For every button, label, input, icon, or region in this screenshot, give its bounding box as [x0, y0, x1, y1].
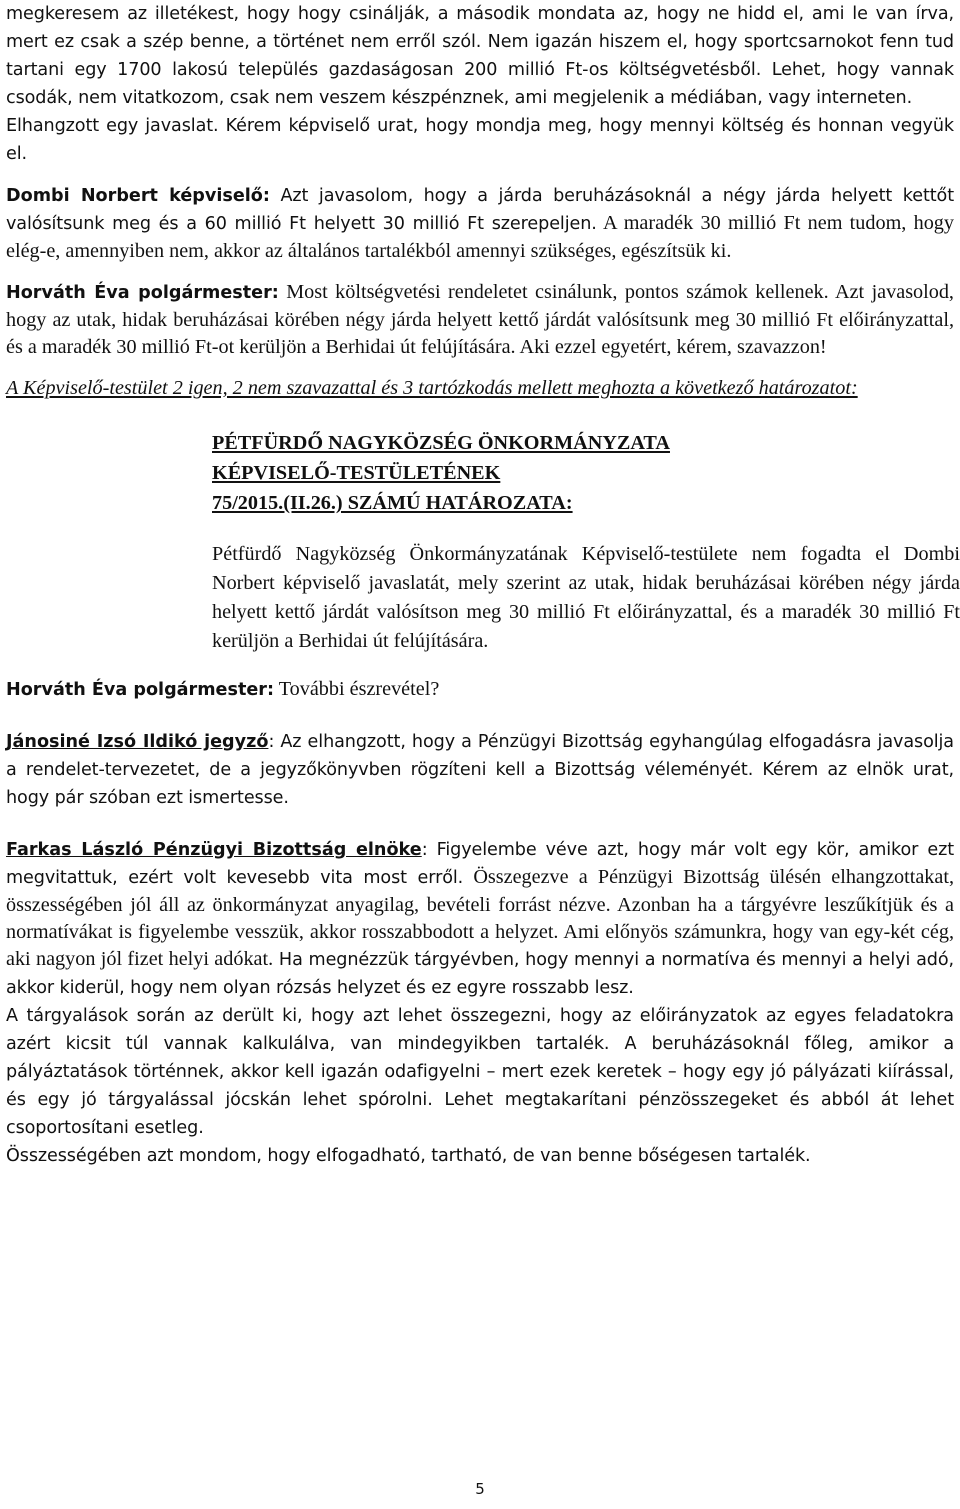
farkas-text-1: : Figyelembe véve azt, hogy már volt egy kör, amikor ezt megvitattuk, ezért volt kevesebb vita most erről. [6, 840, 955, 888]
intro-text-3: Lehet, hogy vannak csodák, nem vitatkozom, csak nem veszem készpénznek, ami megjelenik a médiában, vagy interneten. [6, 60, 954, 108]
horvath-text-2: További észrevétel? [274, 678, 440, 700]
paragraph-dombi [6, 182, 954, 265]
paragraph-horvath-2 [6, 676, 954, 704]
paragraph-horvath-1 [6, 279, 954, 361]
paragraph-negotiations [6, 1002, 954, 1142]
resolution-title-1: PÉTFÜRDŐ NAGYKÖZSÉG ÖNKORMÁNYZATA [212, 432, 670, 454]
farkas-text-3: Ha megnézzük tárgyévben, hogy mennyi a normatíva és mennyi a helyi adó, akkor kiderül, hogy nem olyan rózsás helyzet és ez egyre rosszabb lesz. [6, 950, 954, 998]
speaker-horvath-2: Horváth Éva polgármester: [6, 680, 275, 700]
proposal-text-2: Kérem képviselő urat, hogy mondja meg, hogy mennyi költség és honnan vegyük el. [6, 116, 954, 164]
speaker-horvath-1: Horváth Éva polgármester: [6, 283, 279, 303]
paragraph-farkas [6, 836, 954, 1002]
negotiations-text: A tárgyalások során az derült ki, hogy azt lehet összegezni, hogy az előirányzatok az egyes feladatokra azért kicsit túl vannak kalkulálva, van mindegyikben tartalék. A beruházásoknál főleg, amikor a pályáztatások történnek, akkor kell igazán odafigyelni – mert ezek keretek – hogy egy jó pályázati kiírással, és egy jó tárgyalással jócskán lehet spórolni. Lehet megtakarítani pénzösszegeket és abból át lehet csoportosítani esetleg. [6, 1006, 954, 1138]
page-number: 5 [475, 1480, 485, 1498]
paragraph-proposal-request [6, 112, 954, 168]
resolution-title-2: KÉPVISELŐ-TESTÜLETÉNEK [212, 462, 501, 484]
dombi-text-2: A maradék 30 millió Ft nem tudom, hogy elég-e, amennyiben nem, akkor az általános tartalékból amennyi szükséges, egészítsük ki. [6, 212, 954, 262]
proposal-text-1: Elhangzott egy javaslat. [6, 116, 219, 136]
intro-text-1: megkeresem az illetékest, hogy hogy csinálják, a második mondata az, hogy ne hidd el, ami le van írva, mert ez csak a szép benne, a történet nem erről szól. [6, 4, 954, 52]
paragraph-summary [6, 1142, 954, 1170]
jegyzo-text: : Az elhangzott, hogy a Pénzügyi Bizottság egyhangúlag elfogadásra javasolja a rendelet-tervezetet, de a jegyzőkönyvben rögzíteni kell a Bizottság véleményét. Kérem az elnök urat, hogy pár szóban ezt ismertesse. [6, 732, 954, 808]
vote-statement: A Képviselő-testület 2 igen, 2 nem szavazattal és 3 tartózkodás mellett meghozta a következő határozatot: [6, 377, 858, 399]
intro-text-2: Nem igazán hiszem el, hogy sportcsarnokot fenn tud tartani egy 1700 lakosú település gazdaságosan 200 millió Ft-os költségvetésből. [6, 32, 954, 80]
speaker-dombi: Dombi Norbert képviselő: [6, 186, 270, 206]
document-page [6, 0, 960, 1170]
speaker-farkas: Farkas László Pénzügyi Bizottság elnöke [6, 840, 422, 860]
horvath-text-1: Most költségvetési rendeletet csinálunk, pontos számok kellenek. Azt javasolod, hogy az utak, hidak beruházásai körében négy járda helyett kettő járdát valósítsunk meg 30 millió Ft előirányzattal, és a maradék 30 millió Ft-ot kerüljön a Berhidai út felújítására. Aki ezzel egyetért, kérem, szavazzon! [6, 281, 954, 358]
speaker-jegyzo: Jánosiné Izsó Ildikó jegyző [6, 732, 269, 752]
paragraph-intro [6, 0, 954, 112]
resolution-block [212, 428, 960, 656]
dombi-text-1: Azt javasolom, hogy a járda beruházásoknál a négy járda helyett kettőt valósítsunk meg és a 60 millió Ft helyett 30 millió Ft szerepeljen. [6, 186, 955, 234]
summary-text: Összességében azt mondom, hogy elfogadható, tartható, de van benne bőségesen tartalék. [6, 1146, 811, 1166]
resolution-body: Pétfürdő Nagyközség Önkormányzatának Képviselő-testülete nem fogadta el Dombi Norbert képviselő javaslatát, mely szerint az utak, hidak beruházásai körében négy járda helyett kettő járdát valósítson meg 30 millió Ft előirányzattal, és a maradék 30 millió Ft kerüljön a Berhidai út felújítására. [212, 543, 960, 652]
farkas-text-2: Összegezve a Pénzügyi Bizottság ülésén elhangzottakat, összességében jól áll az önkormányzat anyagilag, bevételi forrást nézve. Azonban ha a tárgyévre leszűkítjük és a normatívákat is figyelembe vesszük, akkor rosszabbodott a helyzet. Ami előnyös számunkra, hogy van egy-két cég, aki nagyon jól fizet helyi adókat. [6, 866, 955, 970]
resolution-title-3: 75/2015.(II.26.) SZÁMÚ HATÁROZATA: [212, 492, 573, 514]
paragraph-jegyzo [6, 728, 954, 812]
